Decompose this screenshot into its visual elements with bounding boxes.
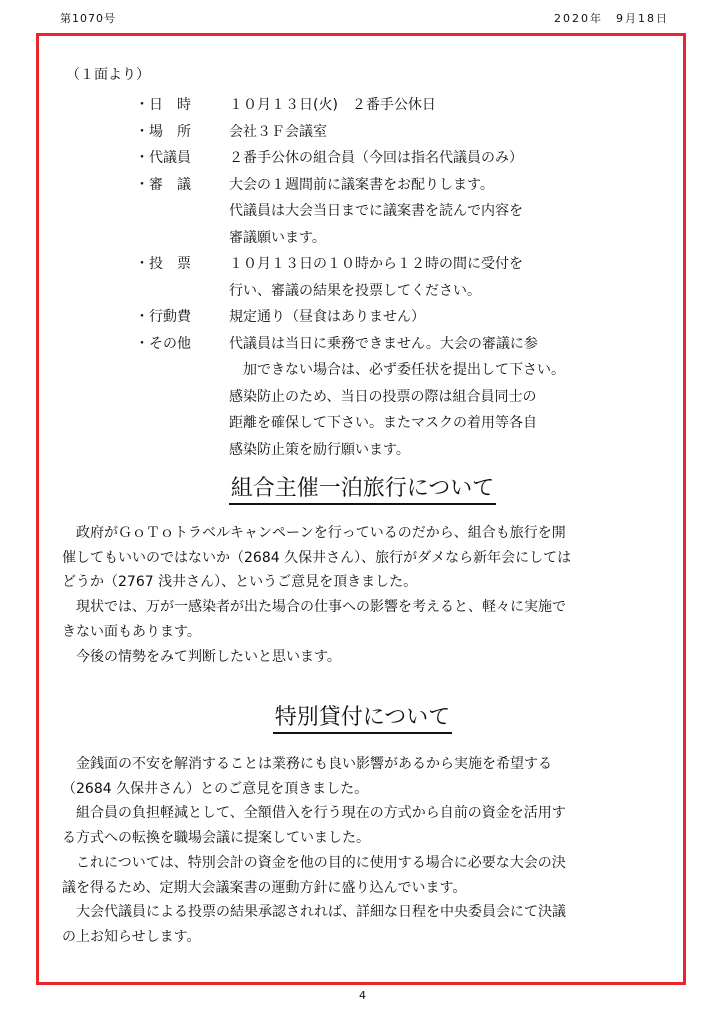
info-key: ・行動費 xyxy=(135,309,191,325)
paragraph-line: 今後の情勢をみて判断したいと思います。 xyxy=(62,648,341,665)
info-value: 会社３Ｆ会議室 xyxy=(229,123,327,140)
info-value: ２番手公休の組合員（今回は指名代議員のみ） xyxy=(229,150,523,166)
info-row-date xyxy=(135,92,629,119)
info-row-delegates xyxy=(135,145,629,172)
info-row-other xyxy=(135,331,629,464)
info-key: ・その他 xyxy=(135,335,191,352)
info-key: ・審 議 xyxy=(135,176,191,193)
issue-number: 第1070号 xyxy=(60,12,116,25)
info-key: ・日 時 xyxy=(135,97,191,113)
paragraph-line: る方式への転換を職場会議に提案していました。 xyxy=(62,830,370,847)
paragraph-line: 金銭面の不安を解消することは業務にも良い影響があるから実施を希望する xyxy=(62,756,552,772)
section-body-trip xyxy=(62,521,672,669)
paragraph-line: 現状では、万が一感染者が出た場合の仕事への影響を考えると、軽々に実施で xyxy=(62,599,566,616)
info-row-place xyxy=(135,119,629,146)
paragraph-line: 催してもいいのではないか（2684 久保井さん）、旅行がダメなら新年会にしては xyxy=(62,549,572,566)
info-value: 大会の１週間前に議案書をお配りします。 代議員は大会当日までに議案書を読んで内容を 審議願います。 xyxy=(229,176,523,246)
paragraph-line: 政府がＧｏＴｏトラベルキャンペーンを行っているのだから、組合も旅行を開 xyxy=(62,525,566,541)
section-heading-loan xyxy=(0,700,725,734)
section-heading-text: 特別貸付について xyxy=(273,700,453,734)
info-key: ・投 票 xyxy=(135,256,191,272)
info-row-allowance xyxy=(135,304,629,331)
info-value: 規定通り（昼食はありません） xyxy=(229,309,425,325)
paragraph-line: 大会代議員による投票の結果承認されれば、詳細な日程を中央委員会にて決議 xyxy=(62,904,566,921)
page-number: 4 xyxy=(359,989,366,1002)
paragraph-line: きない面もあります。 xyxy=(62,623,201,640)
info-value: 代議員は当日に乗務できません。大会の審議に参 加できない場合は、必ず委任状を提出して下さい。 感染防止のため、当日の投票の際は組合員同士の 距離を確保して下さい。またマスクの着用等各自 感染防止策を励行願います。 xyxy=(229,335,565,458)
info-row-vote xyxy=(135,251,629,304)
paragraph-line: これについては、特別会計の資金を他の目的に使用する場合に必要な大会の決 xyxy=(62,854,566,871)
info-value: １０月１３日(火) ２番手公休日 xyxy=(229,97,436,113)
paragraph-line: どうか（2767 浅井さん）、というご意見を頂きました。 xyxy=(62,574,418,591)
paragraph-line: の上お知らせします。 xyxy=(62,928,201,945)
paragraph-line: 議を得るため、定期大会議案書の運動方針に盛り込んでいます。 xyxy=(62,879,467,896)
info-row-deliberation xyxy=(135,172,629,252)
meeting-info-list xyxy=(135,92,629,463)
section-heading-text: 組合主催一泊旅行について xyxy=(229,471,497,505)
info-key: ・代議員 xyxy=(135,150,191,166)
info-key: ・場 所 xyxy=(135,123,191,140)
continued-from-note: （１面より） xyxy=(66,67,150,83)
paragraph-line: （2684 久保井さん）とのご意見を頂きました。 xyxy=(62,780,369,797)
info-value: １０月１３日の１０時から１２時の間に受付を 行い、審議の結果を投票してください。 xyxy=(229,256,523,299)
issue-date: 2020年 9月18日 xyxy=(554,12,669,25)
section-heading-trip xyxy=(0,471,725,505)
paragraph-line: 組合員の負担軽減として、全額借入を行う現在の方式から自前の資金を活用す xyxy=(62,805,566,822)
section-body-loan xyxy=(62,752,672,950)
